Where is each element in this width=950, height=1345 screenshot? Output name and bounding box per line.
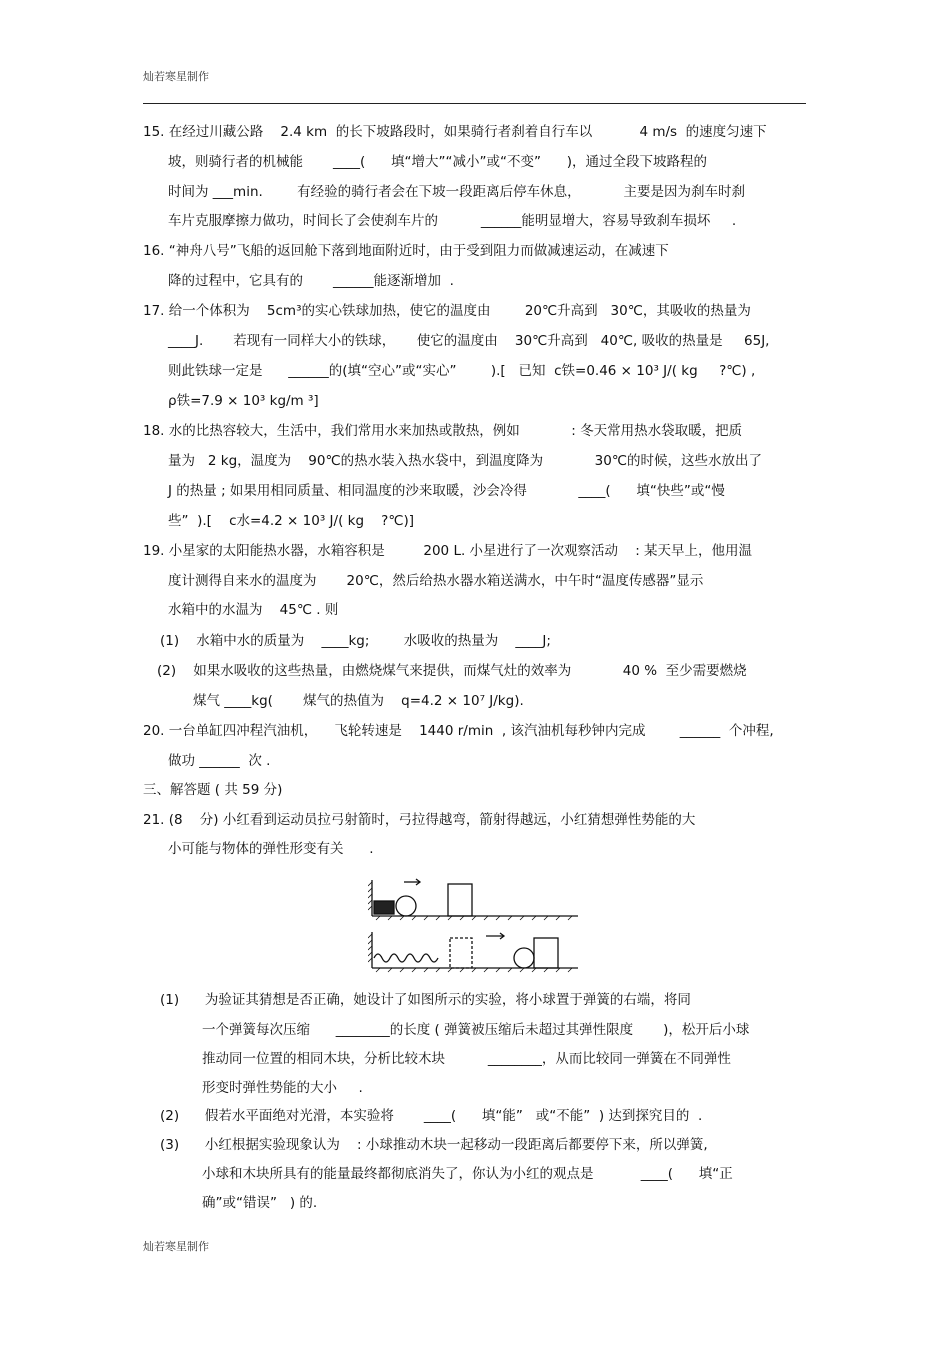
q21-line-2: 小可能与物体的弹性形变有关 .	[168, 841, 374, 857]
q19-sub-2: (2) 如果水吸收的这些热量，由燃烧煤气来提供，而煤气灶的效率为 40 % 至少需要燃烧	[157, 663, 747, 679]
page-header: 灿若寒星制作	[143, 70, 209, 83]
q20-line-1: 20. 一台单缸四冲程汽油机， 飞轮转速是 1440 r/min , 该汽油机每秒钟内完成 ______ 个冲程,	[143, 723, 774, 739]
q21-sub-1-line-1: (1) 为验证其猜想是否正确，她设计了如图所示的实验，将小球置于弹簧的右端，将同	[160, 992, 691, 1008]
q19-sub-1: (1) 水箱中水的质量为 ____kg; 水吸收的热量为 ____J;	[160, 633, 551, 649]
q19-sub-2-cont: 煤气 ____kg( 煤气的热值为 q=4.2 × 10⁷ J/kg).	[193, 693, 524, 709]
q18-line-4: 些” ).[ c水=4.2 × 10³ J/( kg ?℃)]	[168, 513, 415, 529]
q15-line-3: 时间为 ___min. 有经验的骑行者会在下坡一段距离后停车休息， 主要是因为刹车时刹	[168, 184, 746, 200]
q21-sub-1-line-4: 形变时弹性势能的大小 .	[202, 1080, 363, 1096]
q21-sub-3-line-3: 确”或“错误” ) 的.	[202, 1195, 318, 1211]
q19-line-3: 水箱中的水温为 45℃ . 则	[168, 602, 339, 618]
q17-line-2: ____J. 若现有一同样大小的铁球， 使它的温度由 30℃升高到 40℃, 吸收的热量是 65J,	[168, 333, 770, 349]
q21-line-1: 21. (8 分) 小红看到运动员拉弓射箭时，弓拉得越弯，箭射得越远，小红猜想弹性势能的大	[143, 812, 696, 828]
q15-line-4: 车片克服摩擦力做功，时间长了会使刹车片的 ______能明显增大，容易导致刹车损坏 .	[168, 213, 737, 229]
q21-sub-1-line-3: 推动同一位置的相同木块，分析比较木块 ________，从而比较同一弹簧在不同弹性	[202, 1051, 731, 1067]
q15-line-1: 15. 在经过川藏公路 2.4 km 的长下坡路段时，如果骑行者刹着自行车以 4 m/s 的速度匀速下	[143, 124, 767, 140]
q21-sub-3-line-1: (3) 小红根据实验现象认为 : 小球推动木块一起移动一段距离后都要停下来，所以弹簧,	[160, 1137, 708, 1153]
page-footer: 灿若寒星制作	[143, 1240, 209, 1253]
q15-line-2: 坡，则骑行者的机械能 ____( 填“增大”“减小”或“不变” )，通过全段下坡路程的	[168, 154, 708, 170]
q19-line-2: 度计测得自来水的温度为 20℃，然后给热水器水箱送满水，中午时“温度传感器”显示	[168, 573, 704, 589]
q20-line-2: 做功 ______ 次 .	[168, 753, 271, 769]
q21-sub-3-line-2: 小球和木块所具有的能量最终都彻底消失了，你认为小红的观点是 ____( 填“正	[202, 1166, 733, 1182]
header-divider	[143, 103, 806, 104]
q18-line-2: 量为 2 kg，温度为 90℃的热水装入热水袋中，到温度降为 30℃的时候，这些水放出了	[168, 453, 762, 469]
q17-line-1: 17. 给一个体积为 5cm³的实心铁球加热，使它的温度由 20℃升高到 30℃，其吸收的热量为	[143, 303, 751, 319]
q21-sub-2: (2) 假若水平面绝对光滑，本实验将 ____( 填“能” 或“不能” ) 达到探究目的 .	[160, 1108, 703, 1124]
q16-line-2: 降的过程中，它具有的 ______能逐渐增加 .	[168, 273, 454, 289]
q21-sub-1-line-2: 一个弹簧每次压缩 ________的长度 ( 弹簧被压缩后未超过其弹性限度 )，松开后小球	[202, 1022, 750, 1038]
q18-line-1: 18. 水的比热容较大，生活中，我们常用水来加热或散热，例如 : 冬天常用热水袋取暖，把质	[143, 423, 743, 439]
q17-line-3: 则此铁球一定是 ______的(填“空心”或“实心” ).[ 已知 c铁=0.46 × 10³ J/( kg ?℃) ,	[168, 363, 756, 379]
q19-line-1: 19. 小星家的太阳能热水器，水箱容积是 200 L. 小星进行了一次观察活动 : 某天早上，他用温	[143, 543, 753, 559]
spring-experiment-figure	[368, 874, 580, 974]
q18-line-3: J 的热量 ; 如果用相同质量、相同温度的沙来取暖，沙会冷得 ____( 填“快些”或“慢	[168, 483, 725, 499]
section-heading: 三、解答题 ( 共 59 分)	[143, 782, 283, 798]
q17-line-4: ρ铁=7.9 × 10³ kg/m ³]	[168, 393, 319, 409]
q16-line-1: 16. “神舟八号”飞船的返回舱下落到地面附近时，由于受到阻力而做减速运动，在减速下	[143, 243, 669, 259]
